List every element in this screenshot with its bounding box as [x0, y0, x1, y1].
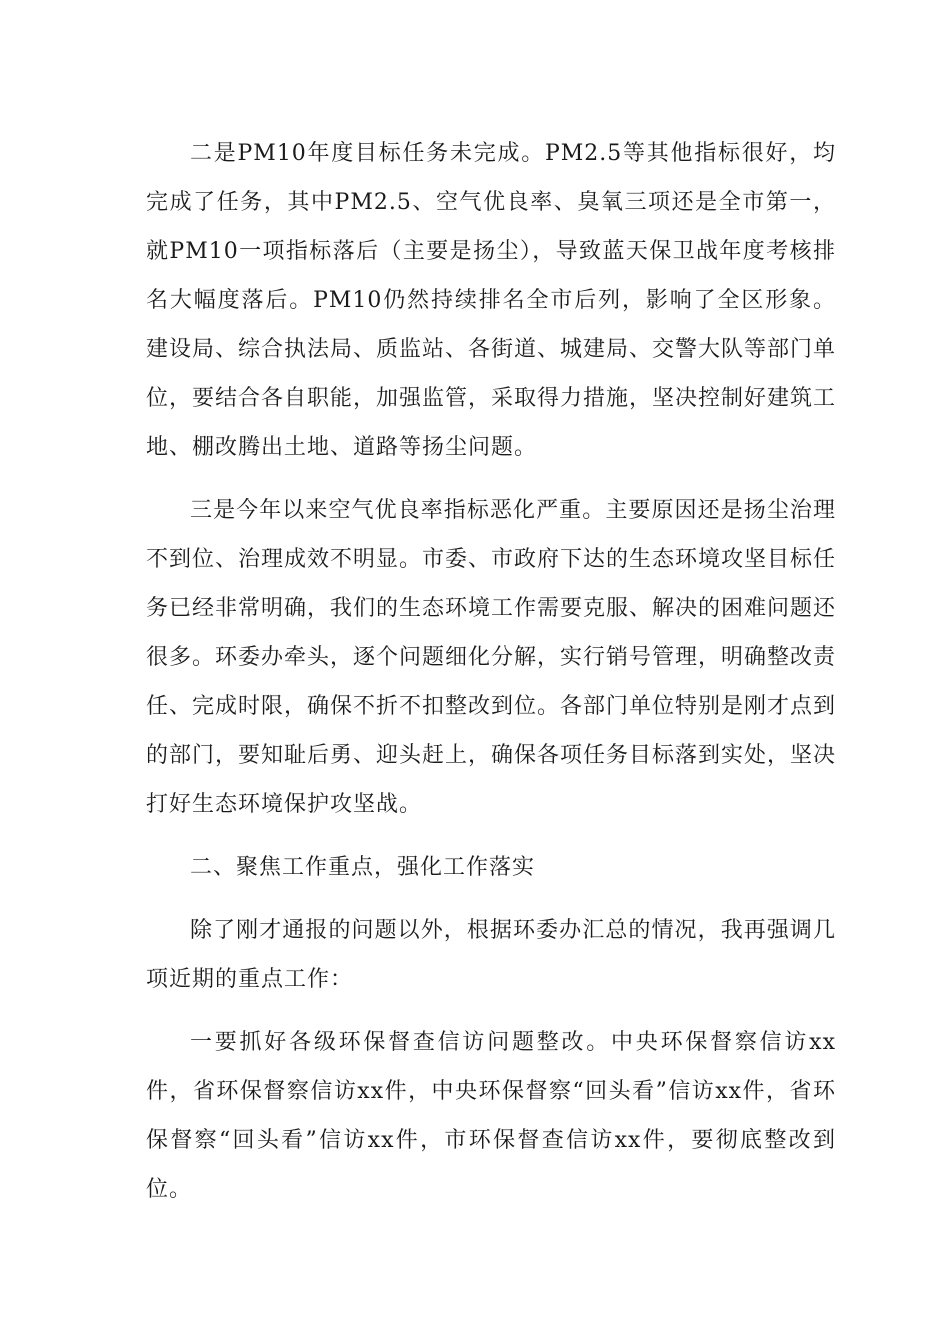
paragraph-pm10-target: 二是PM10年度目标任务未完成。PM2.5等其他指标很好，均完成了任务，其中PM2.5、空气优良率、臭氧三项还是全市第一，就PM10一项指标落后（主要是扬尘），导致蓝天保卫战年度考核排名大幅度落后。PM10仍然持续排名全市后列，影响了全区形象。建设局、综合执法局、质监站、各街道、城建局、交警大队等部门单位，要结合各自职能，加强监管，采取得力措施，坚决控制好建筑工地、棚改腾出土地、道路等扬尘问题。	[146, 141, 837, 460]
paragraph-air-quality: 三是今年以来空气优良率指标恶化严重。主要原因还是扬尘治理不到位、治理成效不明显。市委、市政府下达的生态环境攻坚目标任务已经非常明确，我们的生态环境工作需要克服、解决的困难问题还很多。环委办牵头，逐个问题细化分解，实行销号管理，明确整改责任、完成时限，确保不折不扣整改到位。各部门单位特别是刚才点到的部门，要知耻后勇、迎头赶上，确保各项任务目标落到实处，坚决打好生态环境保护攻坚战。	[146, 498, 837, 817]
paragraph-inspection: 一要抓好各级环保督查信访问题整改。中央环保督察信访xx件，省环保督察信访xx件，中央环保督察“回头看”信访xx件，省环保督察“回头看”信访xx件，市环保督查信访xx件，要彻底整改到位。	[146, 1030, 836, 1202]
document-body	[146, 129, 836, 1228]
section-heading: 二、聚焦工作重点，强化工作落实	[190, 855, 536, 880]
paragraph-intro: 除了刚才通报的问题以外，根据环委办汇总的情况，我再强调几项近期的重点工作：	[146, 918, 836, 992]
